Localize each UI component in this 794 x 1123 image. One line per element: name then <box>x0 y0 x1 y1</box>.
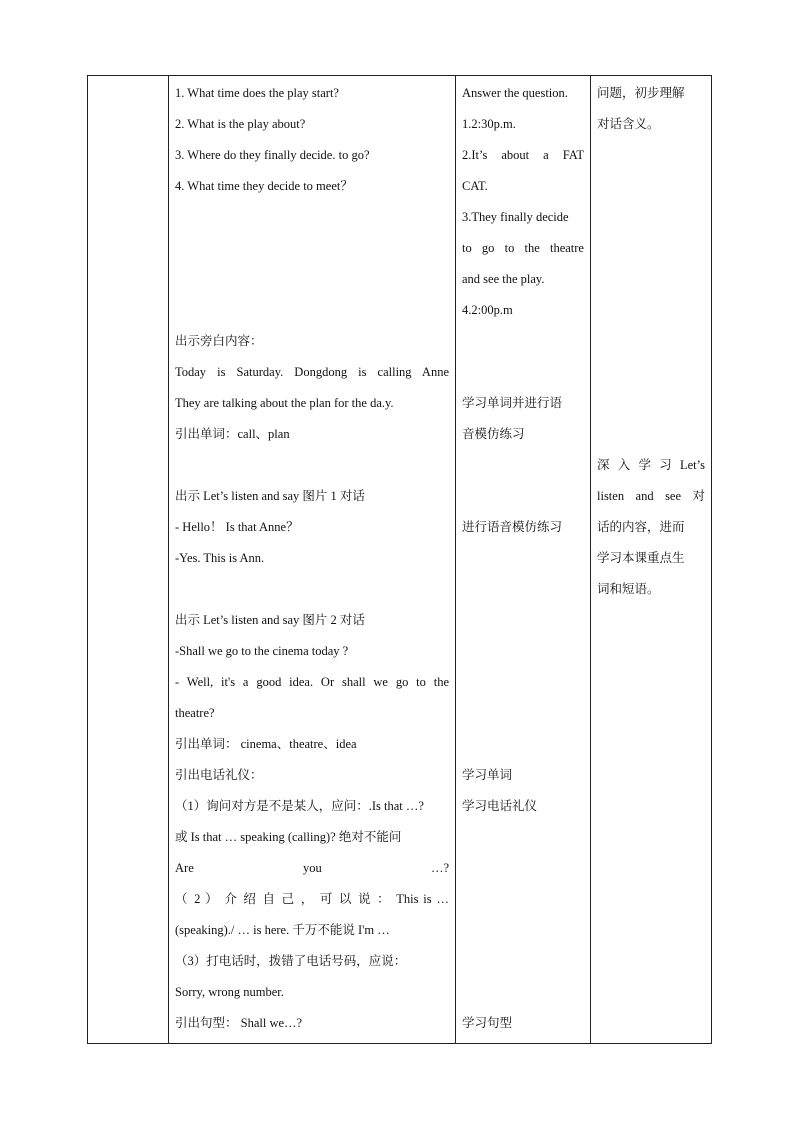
text-line: 引出电话礼仪： <box>175 768 263 782</box>
text-line: 学习单词 <box>462 768 513 782</box>
text-line <box>462 729 584 760</box>
text-line: 2.It’s about a FAT <box>462 148 584 162</box>
text-line <box>462 822 584 853</box>
text-line: 4. What time they decide to meet？ <box>175 179 353 193</box>
text-line: 出示 Let’s listen and say 图片 2 对话 <box>175 613 365 627</box>
text-line <box>175 202 449 233</box>
text-line: (speaking)./ … is here. 千万不能说 I'm … <box>175 923 390 937</box>
text-line: 进行语音模仿练习 <box>462 520 563 534</box>
text-line <box>597 419 705 450</box>
text-line <box>597 326 705 357</box>
text-line <box>597 357 705 388</box>
text-line <box>462 946 584 977</box>
text-line <box>597 295 705 326</box>
text-line: 2. What is the play about? <box>175 117 306 131</box>
text-line: 3.They finally decide <box>462 210 569 224</box>
text-line: listen and see 对 <box>597 489 705 503</box>
text-line: CAT. <box>462 179 488 193</box>
text-line: - Well, it's a good idea. Or shall we go to the <box>175 675 449 689</box>
text-line <box>597 264 705 295</box>
text-line <box>597 233 705 264</box>
text-line <box>462 915 584 946</box>
text-line <box>462 977 584 1008</box>
text-line: Are you …? <box>175 861 449 875</box>
text-line <box>597 202 705 233</box>
text-line: 或 Is that … speaking (calling)? 绝对不能问 <box>175 830 402 844</box>
text-line <box>175 574 449 605</box>
text-line <box>175 295 449 326</box>
text-line: 1. What time does the play start? <box>175 86 339 100</box>
text-line: 问题，初步理解 <box>597 86 685 100</box>
text-line <box>462 543 584 574</box>
text-line: 学习电话礼仪 <box>462 799 538 813</box>
lesson-plan-table <box>87 75 712 1044</box>
text-line <box>462 574 584 605</box>
text-line: 4.2:00p.m <box>462 303 513 317</box>
text-line: and see the play. <box>462 272 545 286</box>
text-line: They are talking about the plan for the da.y. <box>175 396 394 410</box>
text-line: 3. Where do they finally decide. to go? <box>175 148 370 162</box>
text-line: 1.2:30p.m. <box>462 117 516 131</box>
text-line: 深 入 学 习 Let’s <box>597 458 705 472</box>
text-line <box>462 853 584 884</box>
text-line <box>462 326 584 357</box>
text-line: 出示旁白内容： <box>175 334 263 348</box>
design-intent-cell <box>591 76 712 1044</box>
text-line: - Hello！ Is that Anne？ <box>175 520 299 534</box>
text-line: （1）询问对方是不是某人，应问：.Is that …? <box>175 799 424 813</box>
empty-first-column <box>88 76 169 1044</box>
teaching-process-cell <box>169 76 456 1044</box>
text-line: to go to the theatre <box>462 241 584 255</box>
text-line <box>462 481 584 512</box>
text-line: 出示 Let’s listen and say 图片 1 对话 <box>175 489 365 503</box>
text-line <box>462 636 584 667</box>
text-line <box>462 605 584 636</box>
text-line <box>462 698 584 729</box>
student-activity-cell <box>456 76 591 1044</box>
text-line: theatre? <box>175 706 215 720</box>
text-line: 学习句型 <box>462 1016 513 1030</box>
text-line <box>175 264 449 295</box>
text-line: 学习单词并进行语 <box>462 396 563 410</box>
text-line: （ 2 ） 介 绍 自 己 ， 可 以 说 ： This is … <box>175 892 449 906</box>
design-intent-content <box>591 76 711 605</box>
text-line: 词和短语。 <box>597 582 660 596</box>
text-line <box>175 233 449 264</box>
text-line: 话的内容，进而 <box>597 520 685 534</box>
student-activity-content <box>456 76 590 1039</box>
table-row <box>88 76 712 1044</box>
text-line: -Yes. This is Ann. <box>175 551 265 565</box>
text-line <box>597 388 705 419</box>
text-line: （3）打电话时，拨错了电话号码，应说： <box>175 954 407 968</box>
text-line <box>462 884 584 915</box>
text-line <box>462 667 584 698</box>
text-line <box>597 140 705 171</box>
text-line <box>597 171 705 202</box>
text-line: Sorry, wrong number. <box>175 985 284 999</box>
text-line <box>462 450 584 481</box>
text-line: Answer the question. <box>462 86 568 100</box>
text-line: 对话含义。 <box>597 117 660 131</box>
text-line: 引出句型： Shall we…? <box>175 1016 303 1030</box>
teaching-process-content <box>169 76 455 1039</box>
text-line: 音模仿练习 <box>462 427 525 441</box>
text-line: 引出单词： cinema、theatre、idea <box>175 737 357 751</box>
text-line <box>462 357 584 388</box>
text-line <box>175 450 449 481</box>
text-line: Today is Saturday. Dongdong is calling Anne <box>175 365 449 379</box>
text-line: -Shall we go to the cinema today ? <box>175 644 349 658</box>
text-line: 引出单词：call、plan <box>175 427 290 441</box>
text-line: 学习本课重点生 <box>597 551 685 565</box>
